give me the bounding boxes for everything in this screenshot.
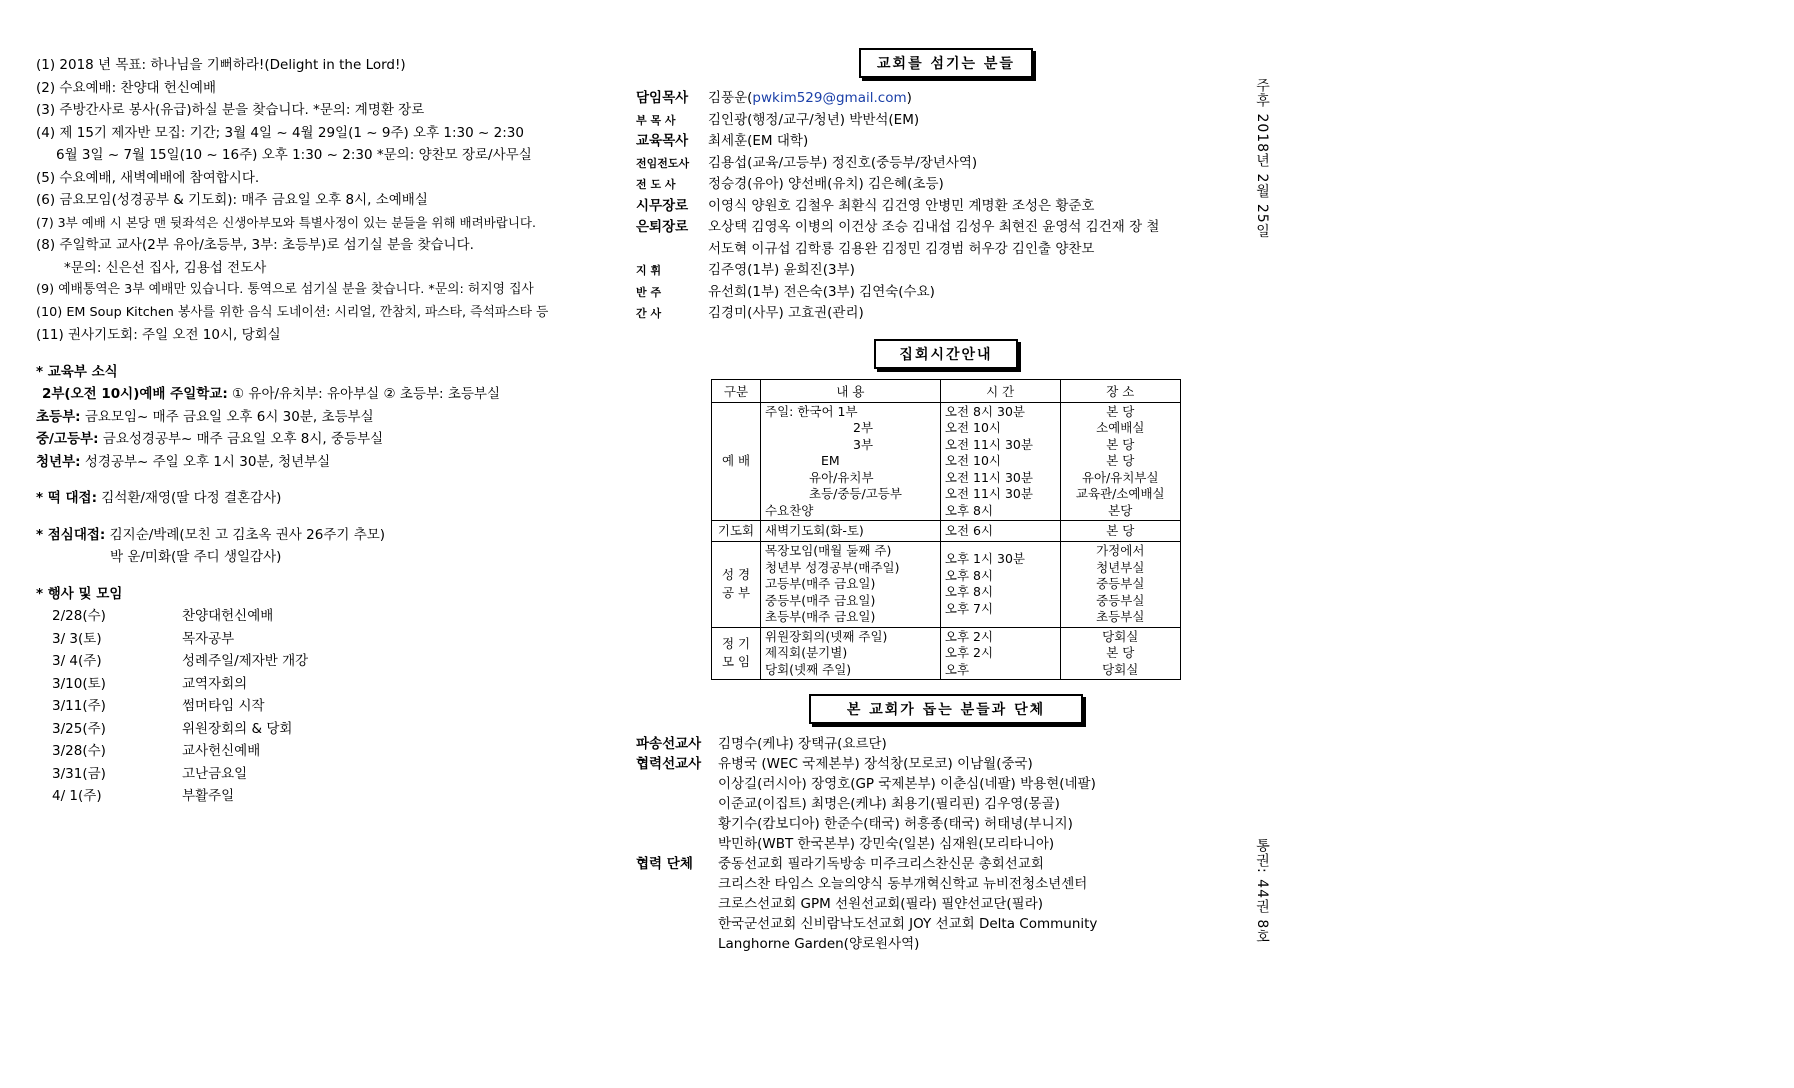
schedule-time: 오후 2시 [944, 645, 994, 660]
schedule-time-cell [940, 542, 1060, 628]
schedule-time-cell [940, 627, 1060, 680]
staff-text: 이영식 양원호 김철우 최환식 김건영 안병민 계명환 조성은 황준호 [708, 197, 1095, 214]
mission-continuation: 이준교(이집트) 최명은(케냐) 최용기(필리핀) 김우영(몽골) [718, 796, 1060, 812]
schedule-time: 오후 7시 [944, 600, 994, 616]
schedule-content-cell [761, 627, 941, 680]
staff-row [636, 110, 1256, 132]
schedule-time-cell [940, 521, 1060, 542]
staff-names [708, 260, 855, 282]
schedule-place: 본 당 [1106, 645, 1135, 660]
schedule-content: 초등부(매주 금요일) [765, 609, 876, 624]
schedule-time: 오후 8시 [944, 567, 994, 583]
schedule-content: 3부 [853, 436, 874, 452]
education-text: 금요모임~ 매주 금요일 오후 6시 30분, 초등부실 [84, 408, 374, 425]
event-row [36, 740, 596, 763]
schedule-category [712, 521, 761, 542]
event-date: 3/11(주) [52, 698, 106, 714]
schedule-place: 소예배실 [1096, 420, 1145, 435]
schedule-place: 본 당 [1106, 522, 1135, 538]
schedule-place-cell [1060, 542, 1181, 628]
event-date: 3/10(토) [52, 675, 106, 692]
staff-names [708, 88, 912, 110]
staff-text: 최세훈(EM 대학) [708, 133, 809, 149]
schedule-row [712, 402, 1181, 521]
staff-names [708, 110, 919, 132]
schedule-content: EM [821, 453, 840, 468]
schedule-time: 오전 11시 30분 [944, 469, 1033, 485]
notice-3: (3) 주방간사로 봉사(유급)하실 분을 찾습니다. *문의: 계명환 장로 [36, 102, 425, 118]
staff-text: 오상택 김영옥 이병의 이건상 조승 김내섭 김성우 최현진 윤영석 김건재 장 철 [708, 219, 1160, 235]
event-row [36, 605, 596, 628]
event-row [36, 763, 596, 786]
schedule-place-cell [1060, 402, 1181, 521]
schedule-content: 주일: 한국어 1부 [765, 403, 858, 419]
mission-continuation: 크로스선교회 GPM 선원선교회(필라) 필얀선교단(필라) [718, 896, 1044, 912]
event-name: 썸머타임 시작 [182, 698, 265, 714]
notice-4-cont: 6월 3일 ~ 7월 15일(10 ~ 16주) 오후 1:30 ~ 2:30 *문의: 양찬모 장로/사무실 [56, 147, 532, 163]
flowers-line [36, 487, 596, 510]
event-row [36, 628, 596, 651]
schedule-place: 당회실 [1102, 661, 1139, 677]
schedule-place: 초등부실 [1096, 609, 1145, 624]
schedule-time: 오후 [944, 661, 970, 677]
education-heading: * 교육부 소식 [36, 363, 118, 380]
staff-role: 간 사 [636, 307, 662, 320]
staff-text: 김주영(1부) 윤희진(3부) [708, 262, 855, 278]
schedule-content-cell [761, 521, 941, 542]
notice-4: (4) 제 15기 제자반 모집: 기간; 3월 4일 ~ 4월 29일(1 ~ 9주) 오후 1:30 ~ 2:30 [36, 124, 524, 141]
schedule-time: 오후 8시 [944, 502, 994, 518]
flowers-text: 김석환/재영(딸 다정 결혼감사) [101, 490, 282, 506]
mission-row [636, 754, 1256, 774]
event-date: 4/ 1(주) [52, 788, 102, 804]
staff-role: 은퇴장로 [636, 219, 689, 235]
mission-continuation: Langhorne Garden(양로원사역) [718, 936, 920, 952]
notice-1: (1) 2018 년 목표: 하나님을 기뻐하라!(Delight in the Lord!) [36, 57, 406, 73]
education-label: 중/고등부: [36, 431, 99, 447]
staff-row [636, 196, 1256, 218]
schedule-content: 당회(넷째 주일) [765, 661, 852, 677]
mission-row [636, 854, 1256, 874]
staff-names [708, 174, 944, 196]
event-row [36, 785, 596, 808]
mission-text: 김명수(케냐) 장택규(요르단) [718, 736, 887, 752]
lunch-text: 김지순/박례(모친 고 김초옥 권사 26주기 추모) [109, 526, 386, 543]
notice-8-cont: *문의: 신은선 집사, 김용섭 전도사 [64, 259, 267, 276]
schedule-place: 중등부실 [1096, 592, 1145, 608]
schedule-content: 제직회(분기별) [765, 645, 848, 660]
staff-names [708, 196, 1094, 218]
notice-10: (10) EM Soup Kitchen 봉사를 위한 음식 도네이션: 시리얼, 깐참치, 파스타, 즉석파스타 등 [36, 304, 549, 320]
staff-row [636, 303, 1256, 325]
mission-row [636, 734, 1256, 754]
schedule-place: 교육관/소예배실 [1075, 486, 1165, 501]
category-label: 정 기 모 임 [721, 636, 751, 670]
category-label: 예 배 [721, 453, 751, 469]
lunch-line-2: 박 운/미화(딸 주디 생일감사) [110, 549, 282, 565]
event-row [36, 695, 596, 718]
event-row [36, 650, 596, 673]
event-row [36, 673, 596, 696]
schedule-place: 청년부실 [1096, 559, 1145, 575]
event-name: 교사헌신예배 [182, 743, 261, 759]
schedule-content-cell [761, 542, 941, 628]
education-text: 성경공부~ 주일 오후 1시 30분, 청년부실 [84, 453, 331, 470]
event-date: 3/ 4(주) [52, 653, 102, 669]
staff-text: 김풍운( [708, 90, 753, 106]
education-text: 금요성경공부~ 매주 금요일 오후 8시, 중등부실 [102, 431, 384, 447]
staff-role: 담임목사 [636, 90, 689, 106]
staff-list [636, 88, 1256, 325]
schedule-place: 본 당 [1106, 403, 1135, 419]
education-label: 2부(오전 10시)예배 주일학교: [42, 386, 228, 402]
lunch-label: * 점심대접: [36, 526, 106, 543]
mission-continuation: 한국군선교회 신비람낙도선교회 JOY 선교회 Delta Community [718, 916, 1098, 932]
notice-11: (11) 권사기도회: 주일 오전 10시, 당회실 [36, 327, 281, 343]
schedule-header: 내 용 [761, 379, 941, 402]
schedule-row [712, 627, 1181, 680]
staff-row [636, 131, 1256, 153]
schedule-place: 중등부실 [1096, 576, 1145, 591]
schedule-content: 고등부(매주 금요일) [765, 576, 876, 591]
staff-text: 김용섭(교육/고등부) 정진호(중등부/장년사역) [708, 154, 978, 171]
mission-role: 협력선교사 [636, 756, 702, 772]
schedule-place: 본 당 [1106, 436, 1135, 452]
mission-continuation: 박민하(WBT 한국본부) 강민숙(일본) 심재원(모리타니아) [718, 836, 1055, 852]
schedule-time: 오후 1시 30분 [944, 551, 1025, 567]
staff-role: 반 주 [636, 285, 662, 299]
staff-title: 교회를 섬기는 분들 [859, 48, 1033, 78]
schedule-place: 가정에서 [1096, 543, 1145, 558]
staff-names [708, 303, 864, 325]
schedule-row [712, 542, 1181, 628]
staff-names [708, 131, 808, 153]
event-name: 성례주일/제자반 개강 [182, 653, 309, 669]
left-column [36, 54, 596, 808]
schedule-category [712, 627, 761, 680]
category-label: 기도회 [717, 523, 755, 538]
middle-column [636, 48, 1256, 954]
staff-text: 정승경(유아) 양선배(유치) 김은혜(초등) [708, 176, 944, 192]
schedule-content: 초등/중등/고등부 [809, 486, 902, 501]
education-line-3 [36, 428, 596, 451]
staff-role: 부 목 사 [636, 113, 676, 127]
event-name: 교역자회의 [182, 675, 248, 692]
schedule-place-cell [1060, 627, 1181, 680]
notice-9: (9) 예배통역은 3부 예배만 있습니다. 통역으로 섬기실 분을 찾습니다. *문의: 허지영 집사 [36, 282, 534, 297]
staff-text: 유선희(1부) 전은숙(3부) 김연숙(수요) [708, 283, 935, 300]
staff-text: 김인광(행정/교구/청년) 박반석(EM) [708, 111, 920, 128]
staff-role: 지 휘 [636, 264, 662, 277]
schedule-place: 본 당 [1106, 453, 1135, 468]
schedule-category [712, 402, 761, 521]
schedule-content-cell [761, 402, 941, 521]
staff-continuation: 서도혁 이규섭 김학룡 김용완 김정민 김경범 허우강 김인출 양찬모 [708, 240, 1095, 257]
staff-row [636, 88, 1256, 110]
notice-5: (5) 수요예배, 새벽예배에 참여합시다. [36, 169, 260, 186]
lunch-line [36, 524, 596, 547]
staff-text-tail: ) [906, 90, 912, 106]
staff-row [636, 282, 1256, 304]
event-name: 부활주일 [182, 788, 235, 804]
schedule-content: 2부 [853, 420, 874, 435]
schedule-header: 시 간 [940, 379, 1060, 402]
mission-continuation: 황기수(캄보디아) 한준수(태국) 허흥종(태국) 허태녕(부니지) [718, 816, 1073, 832]
schedule-content: 청년부 성경공부(매주일) [765, 559, 900, 575]
staff-role: 교육목사 [636, 133, 689, 149]
schedule-row [712, 521, 1181, 542]
mission-role: 협력 단체 [636, 856, 693, 872]
education-line-4 [36, 451, 596, 474]
schedule-time: 오후 2시 [944, 628, 994, 644]
schedule-time: 오전 10시 [944, 453, 1001, 468]
events-list [36, 605, 596, 808]
schedule-place: 당회실 [1102, 628, 1139, 644]
mission-continuation: 이상길(러시아) 장영호(GP 국제본부) 이춘심(네팔) 박용현(네팔) [718, 776, 1096, 792]
event-name: 찬양대헌신예배 [182, 608, 274, 624]
missions-list [636, 734, 1256, 954]
event-name: 고난금요일 [182, 765, 248, 782]
schedule-content: 목장모임(매월 둘째 주) [765, 543, 892, 558]
staff-role: 시무장로 [636, 197, 689, 214]
notice-7: (7) 3부 예배 시 본당 맨 뒷좌석은 신생아부모와 특별사정이 있는 분들을 위해 배려바랍니다. [36, 214, 536, 230]
staff-row [636, 217, 1256, 239]
notice-2: (2) 수요예배: 찬양대 헌신예배 [36, 79, 216, 96]
category-label: 성 경 공 부 [721, 567, 751, 601]
issue-date: 주후 2018년 2월 25일 [1254, 78, 1270, 239]
mission-text: 유병국 (WEC 국제본부) 장석창(모로코) 이남월(중국) [718, 756, 1033, 772]
schedule-category [712, 542, 761, 628]
schedule-time: 오전 10시 [944, 420, 1001, 435]
event-row [36, 718, 596, 741]
volume-number: 통권: 44권 8호 [1254, 838, 1270, 945]
staff-row [636, 174, 1256, 196]
schedule-content: 새벽기도회(화-토) [765, 522, 864, 538]
schedule-content: 중등부(매주 금요일) [765, 592, 876, 608]
events-heading: * 행사 및 모임 [36, 585, 123, 602]
staff-role: 전임전도사 [636, 156, 690, 170]
schedule-place: 유아/유치부실 [1081, 469, 1159, 485]
missions-title: 본 교회가 돕는 분들과 단체 [809, 694, 1083, 724]
event-date: 3/31(금) [52, 765, 106, 782]
event-date: 3/ 3(토) [52, 630, 102, 647]
event-name: 위원장회의 & 당회 [182, 720, 293, 737]
schedule-time: 오전 11시 30분 [944, 486, 1033, 501]
mission-role: 파송선교사 [636, 736, 702, 752]
education-text: ① 유아/유치부: 유아부실 ② 초등부: 초등부실 [232, 386, 500, 402]
event-date: 3/25(주) [52, 720, 106, 737]
email-link[interactable]: pwkim529@gmail.com [752, 90, 907, 106]
schedule-time: 오전 6시 [944, 522, 994, 538]
staff-row [636, 260, 1256, 282]
event-date: 3/28(수) [52, 743, 106, 759]
staff-names [708, 153, 977, 175]
schedule-time: 오전 8시 30분 [944, 403, 1025, 419]
schedule-content: 수요찬양 [765, 502, 814, 518]
schedule-table [711, 379, 1181, 681]
notice-8: (8) 주일학교 교사(2부 유아/초등부, 3부: 초등부)로 섬기실 분을 찾습니다. [36, 237, 474, 253]
event-name: 목자공부 [182, 630, 235, 647]
education-line-2 [36, 406, 596, 429]
schedule-time: 오전 11시 30분 [944, 436, 1033, 452]
staff-names [708, 282, 935, 304]
notice-6: (6) 금요모임(성경공부 & 기도회): 매주 금요일 오후 8시, 소예배실 [36, 192, 428, 208]
flowers-label: * 떡 대접: [36, 490, 97, 506]
schedule-header: 구분 [712, 379, 761, 402]
mission-text: 중동선교회 필라기독방송 미주크리스찬신문 총회선교회 [718, 856, 1044, 872]
staff-text: 김경미(사무) 고효권(관리) [708, 305, 864, 321]
schedule-title: 집회시간안내 [874, 339, 1018, 369]
event-date: 2/28(수) [52, 608, 106, 624]
staff-names [708, 217, 1159, 239]
education-label: 청년부: [36, 453, 81, 470]
schedule-time-cell [940, 402, 1060, 521]
schedule-place: 본당 [1108, 502, 1133, 518]
schedule-content: 유아/유치부 [809, 469, 874, 485]
education-line-1 [36, 383, 596, 406]
schedule-time: 오후 8시 [944, 584, 994, 600]
schedule-header: 장 소 [1060, 379, 1181, 402]
schedule-content: 위원장회의(넷째 주일) [765, 628, 888, 644]
education-label: 초등부: [36, 408, 81, 425]
mission-continuation: 크리스찬 타임스 오늘의양식 동부개혁신학교 뉴비전청소년센터 [718, 876, 1088, 892]
staff-role: 전 도 사 [636, 178, 676, 191]
schedule-place-cell [1060, 521, 1181, 542]
staff-row [636, 153, 1256, 175]
